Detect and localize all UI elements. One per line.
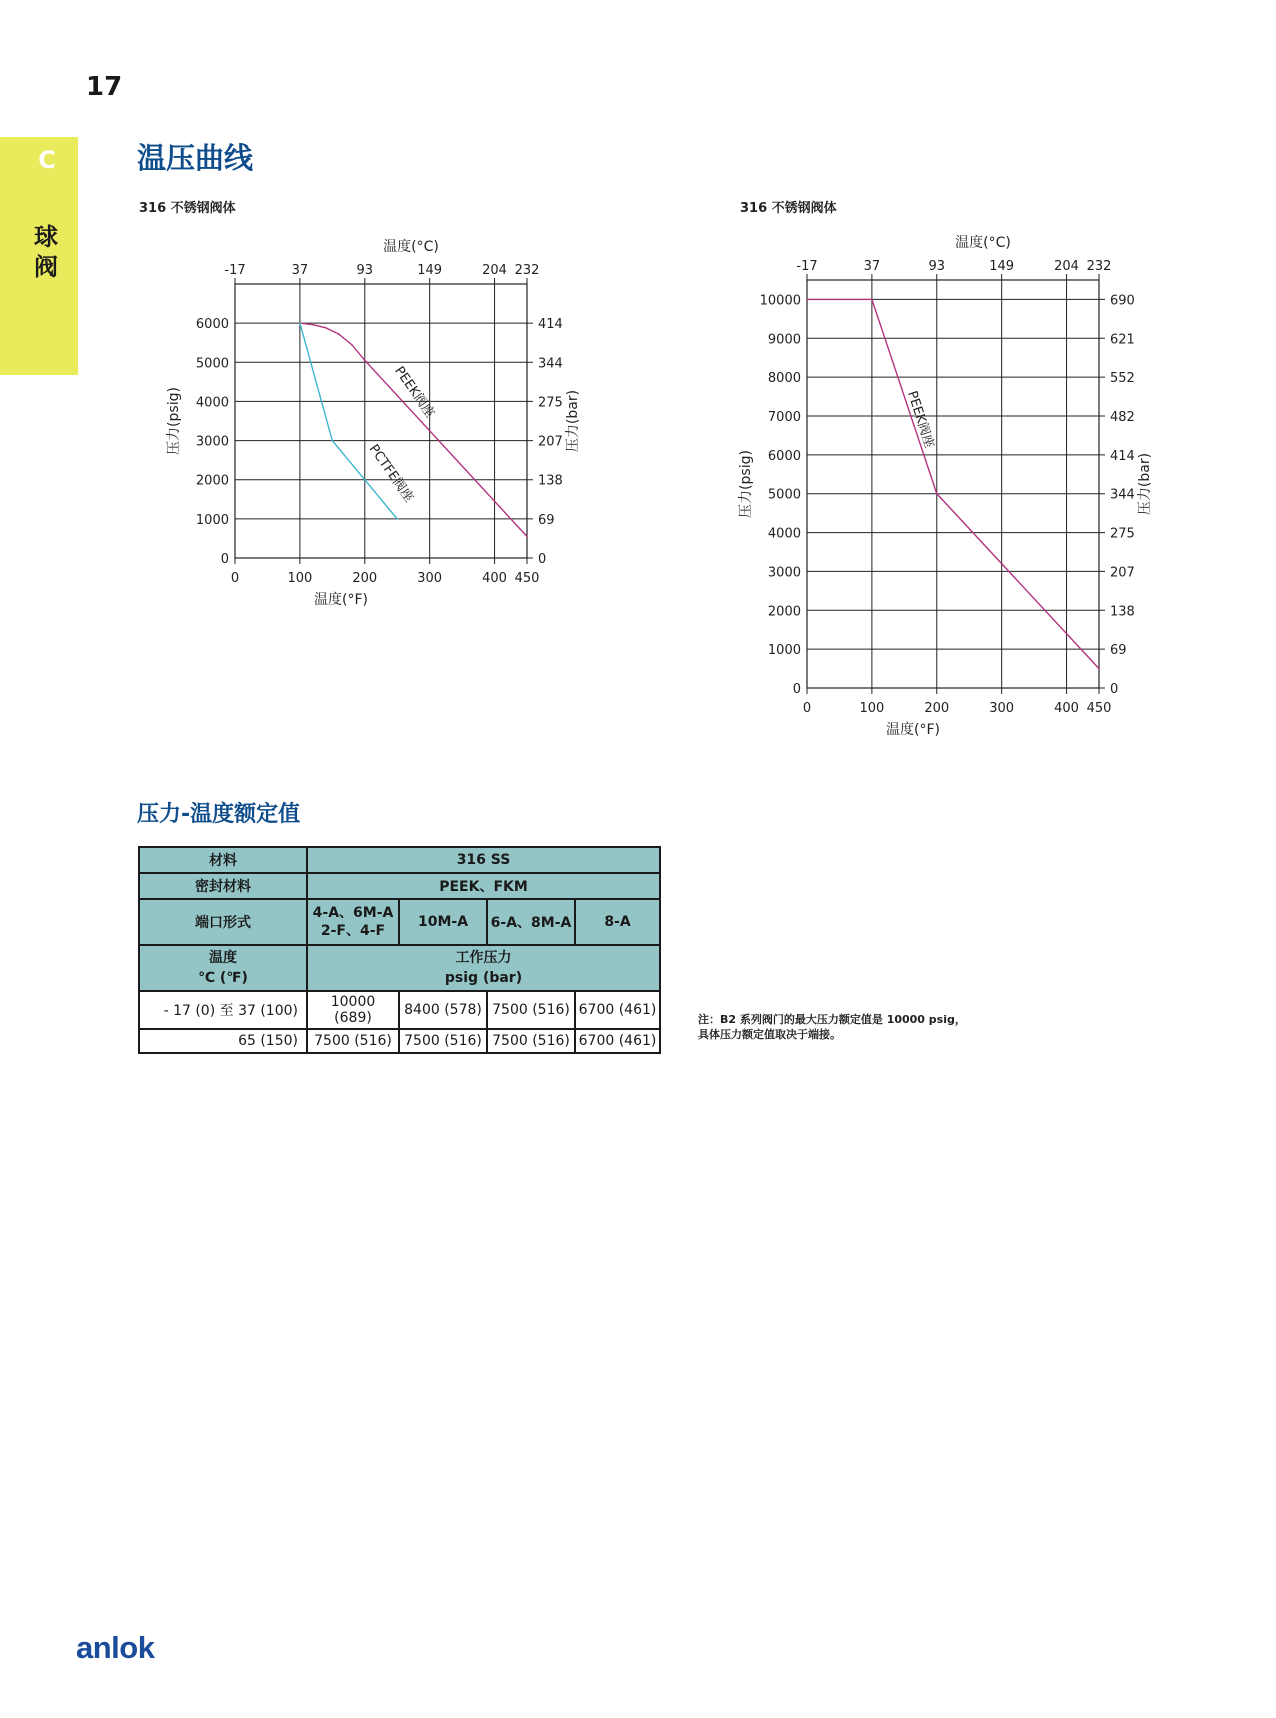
- chart2-series-line-1: [807, 299, 1099, 668]
- rating-note: [698, 1012, 966, 1042]
- chart2-y-tick-label: 2000: [767, 604, 801, 620]
- chart1-data-point: [325, 327, 327, 329]
- row-value: 6700 (461): [575, 991, 660, 1029]
- chart1-y-tick-label: 5000: [195, 356, 229, 372]
- chart2-y-tick-label: 5000: [767, 487, 801, 503]
- row-value: 6700 (461): [575, 1029, 660, 1053]
- chart2-caption: 316 不锈钢阀体: [740, 201, 837, 216]
- chart1-x-axis-title: 温度(°F): [314, 592, 368, 608]
- chart2-y2-axis-title: 压力(bar): [1137, 452, 1153, 516]
- seal-value: PEEK、FKM: [307, 873, 660, 899]
- table-row: [139, 991, 660, 1029]
- pt-curve-charts: [0, 0, 1276, 760]
- chart1-x-tick-label: 100: [287, 571, 313, 586]
- chart1-y-axis-title: 压力(psig): [166, 387, 182, 455]
- chart1-y-tick-label: 4000: [195, 395, 229, 411]
- chart1-y2-tick-label: 69: [538, 512, 555, 528]
- chart2-y-tick-label: 9000: [767, 332, 801, 348]
- chart1-x-tick-label: 450: [514, 571, 540, 586]
- row-value: 7500 (516): [487, 1029, 575, 1053]
- chart1-y2-axis-title: 压力(bar): [565, 389, 581, 453]
- chart1-frame: [235, 284, 527, 558]
- chart1-series-line-1: [300, 323, 527, 536]
- chart1-data-point: [526, 536, 528, 538]
- chart2-y-tick-label: 4000: [767, 526, 801, 542]
- chart2-x2-tick-label: 93: [928, 259, 946, 274]
- chart2-data-point: [1098, 668, 1100, 670]
- chart2-x2-tick-label: 232: [1086, 259, 1112, 274]
- chart1-data-point: [332, 440, 334, 442]
- chart2-y-tick-label: 3000: [767, 565, 801, 581]
- chart1-x2-tick-label: 149: [417, 263, 443, 278]
- row-temp: - 17 (0) 至 37 (100): [139, 991, 307, 1029]
- chart2-x-tick-label: 0: [802, 701, 812, 716]
- chart1-y2-tick-label: 138: [538, 473, 563, 489]
- chart1-x2-tick-label: -17: [224, 263, 246, 278]
- page-number: 17: [86, 72, 123, 102]
- chart1-y2-tick-label: 414: [538, 317, 563, 333]
- section-side-title: 球阀: [34, 223, 58, 281]
- chart1-series-label-1: PEEK阀座: [391, 363, 438, 421]
- chart2-x-tick-label: 400: [1054, 701, 1079, 716]
- chart2-y-axis-title: 压力(psig): [738, 450, 754, 518]
- note-line-1: 注：B2 系列阀门的最大压力额定值是 10000 psig，: [698, 1013, 966, 1026]
- chart2-x-tick-label: 200: [924, 701, 950, 716]
- chart1-data-point: [299, 322, 301, 324]
- table-row-material: [139, 847, 660, 873]
- chart2-data-point: [871, 299, 873, 301]
- chart1-y-tick-label: 6000: [195, 317, 229, 333]
- row-value: 8400 (578): [399, 991, 487, 1029]
- chart1-y2-tick-label: 207: [538, 434, 563, 450]
- chart1-y2-tick-label: 275: [538, 395, 563, 411]
- chart1-y-tick-label: 0: [220, 552, 229, 567]
- section-letter: C: [38, 146, 56, 174]
- note-line-2: 具体压力额定值取决于端接。: [698, 1028, 841, 1041]
- chart2-y2-tick-label: 482: [1110, 410, 1135, 425]
- section-title-pt-curve: 温压曲线: [137, 141, 254, 175]
- material-label: 材料: [139, 847, 307, 873]
- chart2-x2-tick-label: 37: [863, 259, 881, 274]
- chart1-data-point: [364, 360, 366, 362]
- chart1-x2-tick-label: 232: [514, 263, 540, 278]
- chart1-caption: 316 不锈钢阀体: [139, 201, 236, 216]
- material-value: 316 SS: [307, 847, 660, 873]
- chart2-y-tick-label: 1000: [767, 643, 801, 659]
- chart2-y2-tick-label: 552: [1110, 371, 1135, 387]
- chart2-y2-tick-label: 690: [1110, 293, 1135, 309]
- chart1-x2-tick-label: 93: [356, 263, 374, 278]
- chart2-y2-tick-label: 621: [1110, 332, 1135, 348]
- table-row-ports: [139, 899, 660, 945]
- port-col-4: 8-A: [575, 899, 660, 945]
- row-value: 7500 (516): [399, 1029, 487, 1053]
- chart1-data-point: [312, 324, 314, 326]
- chart2-x-tick-label: 450: [1086, 701, 1112, 716]
- port-col-1: 4-A、6M-A 2-F、4-F: [307, 899, 399, 945]
- chart2-x-axis-title: 温度(°F): [886, 722, 940, 738]
- port-label: 端口形式: [139, 899, 307, 945]
- port-col-2: 10M-A: [399, 899, 487, 945]
- chart1-y-tick-label: 3000: [195, 434, 229, 450]
- chart1-y2-tick-label: 344: [538, 356, 563, 372]
- chart2-x-tick-label: 300: [989, 701, 1015, 716]
- pressure-label: 工作压力 psig (bar): [307, 945, 660, 991]
- chart1-x2-tick-label: 204: [482, 263, 507, 278]
- port-col-3: 6-A、8M-A: [487, 899, 575, 945]
- pressure-temperature-table: [138, 846, 661, 1054]
- row-value: 7500 (516): [307, 1029, 399, 1053]
- section-title-ratings: 压力-温度额定值: [137, 802, 301, 827]
- chart2-x2-tick-label: 204: [1054, 259, 1079, 274]
- chart1-x-tick-label: 300: [417, 571, 443, 586]
- chart1-x-tick-label: 0: [230, 571, 240, 586]
- temp-label: 温度 ℃ (℉): [139, 945, 307, 991]
- chart1-data-point: [396, 518, 398, 520]
- chart1-data-point: [351, 344, 353, 346]
- chart1-y2-tick-label: 0: [538, 552, 547, 567]
- chart2-y2-tick-label: 344: [1110, 487, 1135, 503]
- table-row-seal: [139, 873, 660, 899]
- chart1-data-point: [338, 333, 340, 335]
- chart2-data-point: [936, 493, 938, 495]
- chart2-y2-tick-label: 207: [1110, 565, 1135, 581]
- row-value: 10000 (689): [307, 991, 399, 1029]
- chart2-x-tick-label: 100: [859, 701, 885, 716]
- chart2-y2-tick-label: 138: [1110, 604, 1135, 620]
- chart1-x-tick-label: 400: [482, 571, 507, 586]
- chart2-y-tick-label: 0: [792, 682, 801, 697]
- chart2-x2-axis-title: 温度(°C): [955, 235, 1011, 251]
- chart2-data-point: [806, 299, 808, 301]
- chart1-series-label-2: PCTFE阀座: [365, 441, 417, 506]
- chart2-y2-tick-label: 0: [1110, 682, 1119, 697]
- chart1-y-tick-label: 2000: [195, 473, 229, 489]
- chart2-y-tick-label: 7000: [767, 410, 801, 425]
- chart2-x2-tick-label: -17: [796, 259, 818, 274]
- chart1-y-tick-label: 1000: [195, 512, 229, 528]
- chart2-y-tick-label: 8000: [767, 371, 801, 387]
- chart2-y-tick-label: 6000: [767, 448, 801, 464]
- table-row: [139, 1029, 660, 1053]
- chart2-x2-tick-label: 149: [989, 259, 1015, 274]
- row-value: 7500 (516): [487, 991, 575, 1029]
- row-temp: 65 (150): [139, 1029, 307, 1053]
- chart1-series-line-2: [300, 323, 397, 519]
- seal-label: 密封材料: [139, 873, 307, 899]
- chart2-y2-tick-label: 69: [1110, 643, 1127, 659]
- chart1-x2-axis-title: 温度(°C): [383, 239, 439, 255]
- chart2-y2-tick-label: 275: [1110, 526, 1135, 542]
- chart2-y2-tick-label: 414: [1110, 448, 1135, 464]
- chart1-x2-tick-label: 37: [291, 263, 309, 278]
- chart2-frame: [807, 280, 1099, 688]
- chart2-series-label-1: PEEK阀座: [904, 389, 937, 450]
- table-row-units: [139, 945, 660, 991]
- chart2-y-tick-label: 10000: [759, 293, 801, 309]
- anlok-logo: anlok: [76, 1630, 155, 1665]
- chart1-x-tick-label: 200: [352, 571, 378, 586]
